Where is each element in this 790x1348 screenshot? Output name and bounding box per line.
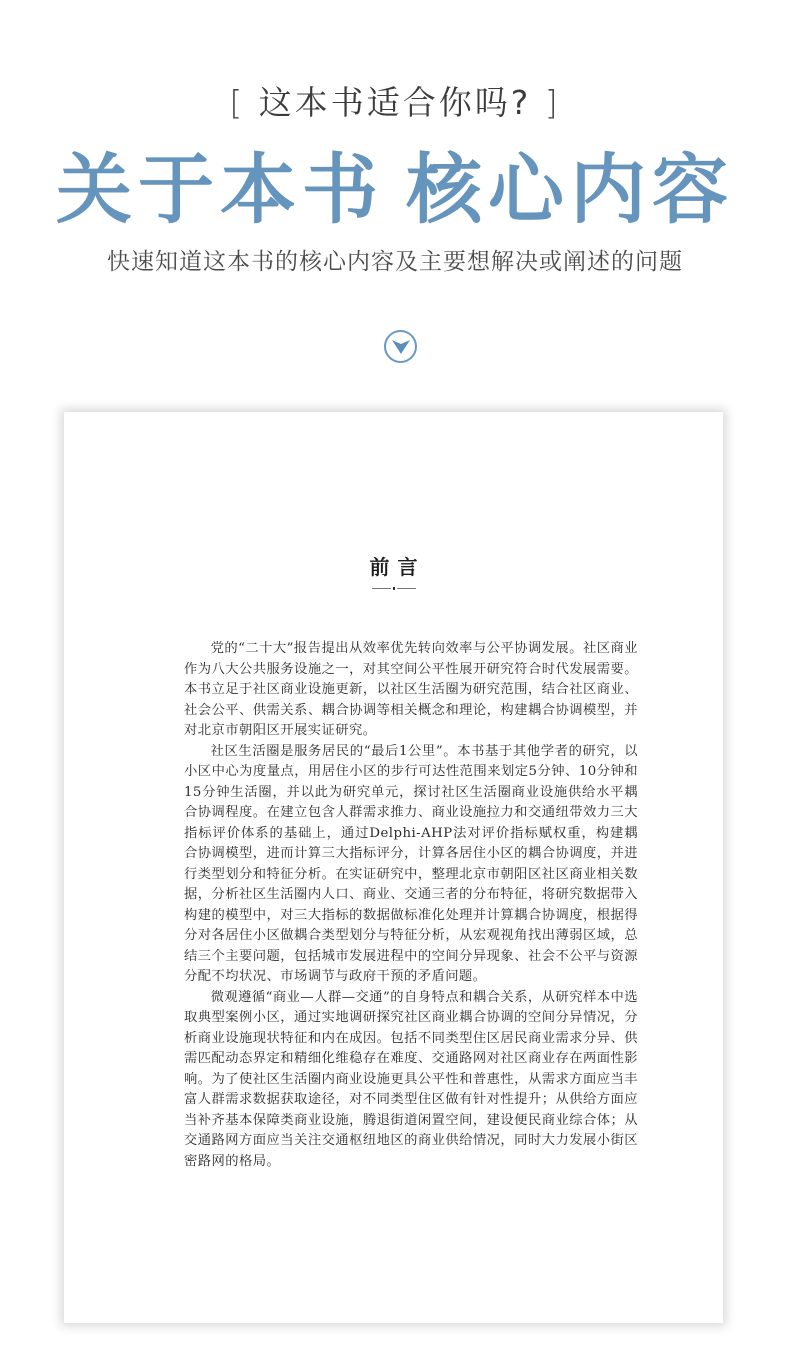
- close-bracket: ]: [544, 83, 561, 122]
- page-title: 前言: [369, 555, 426, 579]
- preface-body: [184, 639, 638, 1172]
- headline-part-1: 关于本书: [56, 145, 384, 234]
- scroll-down-button[interactable]: [384, 330, 417, 363]
- book-page-preview: [64, 412, 723, 1323]
- subheadline: 快速知道这本书的核心内容及主要想解决或阐述的问题: [107, 249, 683, 275]
- headline: [0, 145, 790, 234]
- paragraph: 党的“二十大”报告提出从效率优先转向效率与公平协调发展。社区商业作为八大公共服务设施之一，对其空间公平性展开研究符合时代发展需要。本书立足于社区商业设施更新，以社区生活圈为研究范围，结合社区商业、社会公平、供需关系、耦合协调等相关概念和理论，构建耦合协调模型，并对北京市朝阳区开展实证研究。: [184, 641, 638, 738]
- paragraph: 社区生活圈是服务居民的“最后1公里”。本书基于其他学者的研究，以小区中心为度量点，用居住小区的步行可达性范围来划定5分钟、10分钟和15分钟生活圈，并以此为研究单元，探讨社区生活圈商业设施供给水平耦合协调程度。在建立包含人群需求推力、商业设施拉力和交通纽带效力三大指标评价体系的基础上，通过Delphi-AHP法对评价指标赋权重，构建耦合协调模型，进而计算三大指标评分，计算各居住小区的耦合协调度，并进行类型划分和特征分析。在实证研究中，整理北京市朝阳区社区商业相关数据，分析社区生活圈内人口、商业、交通三者的分布特征，将研究数据带入构建的模型中，对三大指标的数据做标准化处理并计算耦合协调度，根据得分对各居住小区做耦合类型划分与特征分析，从宏观视角找出薄弱区域，总结三个主要问题，包括城市发展进程中的空间分异现象、社会不公平与资源分配不均状况、市场调节与政府干预的矛盾问题。: [184, 743, 638, 984]
- paragraph: 微观遵循“商业—人群—交通”的自身特点和耦合关系，从研究样本中选取典型案例小区，通过实地调研探究社区商业耦合协调的空间分异情况，分析商业设施现状特征和内在成因。包括不同类型住区居民商业需求分异、供需匹配动态界定和精细化维稳存在难度、交通路网对社区商业存在两面性影响。为了使社区生活圈内商业设施更具公平性和普惠性，从需求方面应当丰富人群需求数据获取途径，对不同类型住区做有针对性提升；从供给方面应当补齐基本保障类商业设施，腾退街道闲置空间，建设便民商业综合体；从交通路网方面应当关注交通枢纽地区的商业供给情况，同时大力发展小街区密路网的格局。: [184, 989, 638, 1169]
- title-divider: [372, 587, 416, 591]
- kicker-text: 这本书适合你吗?: [258, 83, 532, 122]
- chevron-down-icon: [391, 338, 411, 356]
- headline-part-2: 核心内容: [406, 145, 734, 234]
- open-bracket: [: [229, 83, 246, 122]
- section-kicker: [0, 78, 790, 128]
